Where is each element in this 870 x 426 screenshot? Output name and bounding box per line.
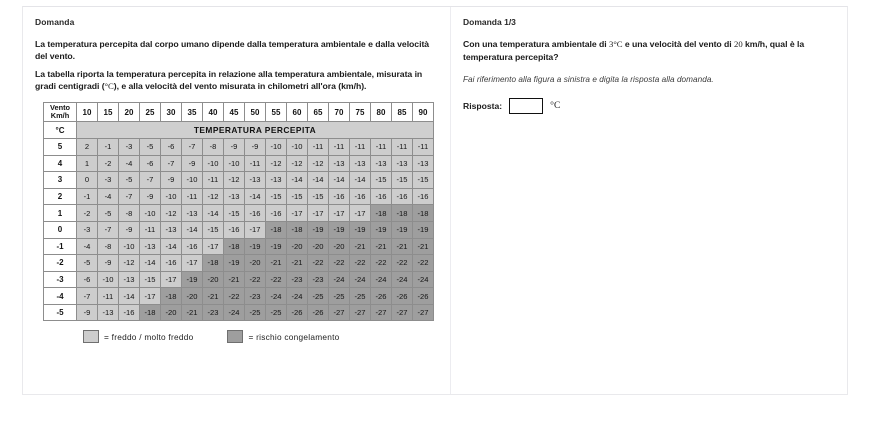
perceived-temperature-cell: -11: [182, 188, 203, 205]
perceived-temperature-cell: -11: [140, 221, 161, 238]
perceived-temperature-cell: -12: [119, 255, 140, 272]
ambient-temperature-label: -5: [44, 304, 77, 321]
wind-speed-header: 10: [77, 103, 98, 122]
ambient-temperature-label: 1: [44, 205, 77, 222]
perceived-temperature-cell: -17: [161, 271, 182, 288]
perceived-temperature-cell: -24: [371, 271, 392, 288]
question-hint: Fai riferimento alla figura a sinistra e digita la risposta alla domanda.: [463, 75, 714, 85]
perceived-temperature-cell: -18: [140, 304, 161, 321]
perceived-temperature-cell: -16: [413, 188, 434, 205]
banner-row: [44, 122, 434, 139]
perceived-temperature-cell: -27: [413, 304, 434, 321]
perceived-temperature-cell: -16: [371, 188, 392, 205]
ambient-temperature-label: -1: [44, 238, 77, 255]
perceived-temperature-cell: -19: [329, 221, 350, 238]
answer-unit-label: °C: [550, 101, 561, 112]
perceived-temperature-cell: -21: [266, 255, 287, 272]
perceived-temperature-cell: -23: [308, 271, 329, 288]
question-text-part-c: km/h, qual è la temperatura percepita?: [463, 39, 805, 62]
perceived-temperature-cell: -10: [140, 205, 161, 222]
stimulus-heading: Domanda: [35, 17, 75, 27]
perceived-temperature-cell: -13: [392, 155, 413, 172]
table-row: [44, 205, 434, 222]
question-column: [451, 7, 847, 394]
perceived-temperature-cell: -19: [350, 221, 371, 238]
perceived-temperature-cell: -11: [371, 138, 392, 155]
perceived-temperature-cell: -15: [371, 172, 392, 189]
perceived-temperature-cell: -18: [413, 205, 434, 222]
perceived-temperature-cell: -15: [203, 221, 224, 238]
perceived-temperature-cell: -26: [287, 304, 308, 321]
perceived-temperature-cell: -25: [350, 288, 371, 305]
perceived-temperature-cell: -15: [308, 188, 329, 205]
table-row: [44, 304, 434, 321]
perceived-temperature-cell: -21: [224, 271, 245, 288]
perceived-temperature-cell: -20: [182, 288, 203, 305]
perceived-temperature-cell: -10: [98, 271, 119, 288]
question-text: [463, 38, 833, 63]
perceived-temperature-cell: -17: [245, 221, 266, 238]
perceived-temperature-cell: -26: [371, 288, 392, 305]
legend-swatch-light-icon: [83, 330, 99, 343]
perceived-temperature-cell: -13: [182, 205, 203, 222]
perceived-temperature-cell: -26: [308, 304, 329, 321]
legend-label: = freddo / molto freddo: [104, 331, 194, 342]
perceived-temperature-cell: -25: [308, 288, 329, 305]
perceived-temperature-cell: -13: [245, 172, 266, 189]
perceived-temperature-cell: -16: [182, 238, 203, 255]
perceived-temperature-cell: -18: [371, 205, 392, 222]
legend-swatch-dark-icon: [227, 330, 243, 343]
perceived-temperature-cell: -17: [329, 205, 350, 222]
perceived-temperature-cell: -14: [245, 188, 266, 205]
perceived-temperature-cell: -16: [161, 255, 182, 272]
ambient-temperature-label: 0: [44, 221, 77, 238]
perceived-temperature-cell: -2: [77, 205, 98, 222]
perceived-temperature-cell: -9: [77, 304, 98, 321]
perceived-temperature-cell: -4: [119, 155, 140, 172]
perceived-temperature-cell: -23: [203, 304, 224, 321]
question-heading: Domanda 1/3: [463, 17, 516, 27]
perceived-temperature-cell: -8: [119, 205, 140, 222]
perceived-temperature-cell: -13: [266, 172, 287, 189]
perceived-temperature-cell: -14: [140, 255, 161, 272]
perceived-temperature-cell: -3: [98, 172, 119, 189]
perceived-temperature-cell: -24: [287, 288, 308, 305]
perceived-temperature-cell: -14: [308, 172, 329, 189]
wind-speed-header: 75: [350, 103, 371, 122]
perceived-temperature-cell: -22: [245, 271, 266, 288]
ambient-temperature-label: 3: [44, 172, 77, 189]
perceived-temperature-cell: -17: [287, 205, 308, 222]
stimulus-paragraph-2-part-b: ), e alla velocità del vento misurata in chilometri all'ora (km/h).: [113, 81, 367, 92]
perceived-temperature-cell: -18: [266, 221, 287, 238]
perceived-temperature-cell: -6: [77, 271, 98, 288]
perceived-temperature-cell: -13: [119, 271, 140, 288]
perceived-temperature-cell: -14: [350, 172, 371, 189]
perceived-temperature-cell: -10: [224, 155, 245, 172]
stimulus-paragraph-1: La temperatura percepita dal corpo umano dipende dalla temperatura ambientale e dalla velocità del vento.: [35, 39, 430, 62]
wind-speed-header: 85: [392, 103, 413, 122]
perceived-temperature-cell: -12: [266, 155, 287, 172]
wind-chill-table: [43, 102, 434, 321]
perceived-temperature-cell: -21: [350, 238, 371, 255]
perceived-temperature-cell: -13: [371, 155, 392, 172]
perceived-temperature-cell: -22: [266, 271, 287, 288]
perceived-temperature-cell: -26: [413, 288, 434, 305]
perceived-temperature-cell: -22: [350, 255, 371, 272]
perceived-temperature-cell: -12: [161, 205, 182, 222]
perceived-temperature-cell: -5: [119, 172, 140, 189]
perceived-temperature-cell: -15: [413, 172, 434, 189]
wind-speed-header: 55: [266, 103, 287, 122]
perceived-temperature-cell: -4: [77, 238, 98, 255]
perceived-temperature-cell: -12: [224, 172, 245, 189]
ambient-temperature-label: -2: [44, 255, 77, 272]
wind-speed-header: 35: [182, 103, 203, 122]
perceived-temperature-cell: 2: [77, 138, 98, 155]
table-row: [44, 288, 434, 305]
perceived-temperature-cell: -18: [161, 288, 182, 305]
perceived-temperature-cell: -10: [287, 138, 308, 155]
table-row: [44, 221, 434, 238]
perceived-temperature-cell: -13: [350, 155, 371, 172]
perceived-temperature-cell: -7: [182, 138, 203, 155]
wind-speed-header: 15: [98, 103, 119, 122]
table-row: [44, 271, 434, 288]
wind-chill-table-head: [44, 103, 434, 139]
degc-header: °C: [44, 122, 77, 139]
perceived-temperature-cell: 0: [77, 172, 98, 189]
question-temperature-unit: °C: [613, 39, 623, 49]
perceived-temperature-cell: -18: [392, 205, 413, 222]
question-text-part-a: Con una temperatura ambientale di: [463, 39, 610, 49]
perceived-temperature-cell: -7: [98, 221, 119, 238]
table-row: [44, 255, 434, 272]
stimulus-paragraph-2-part-a: La tabella riporta la temperatura percepita in relazione alla temperatura ambientale, misurata in gradi centigradi (: [35, 68, 423, 92]
perceived-temperature-cell: -18: [203, 255, 224, 272]
perceived-temperature-cell: -6: [161, 138, 182, 155]
perceived-temperature-cell: -13: [224, 188, 245, 205]
question-temperature-value: 3: [609, 39, 614, 49]
perceived-temperature-cell: -9: [182, 155, 203, 172]
perceived-temperature-cell: -19: [245, 238, 266, 255]
perceived-temperature-cell: -14: [203, 205, 224, 222]
perceived-temperature-cell: -3: [77, 221, 98, 238]
ambient-temperature-label: -3: [44, 271, 77, 288]
perceived-temperature-cell: -21: [392, 238, 413, 255]
perceived-temperature-cell: -22: [224, 288, 245, 305]
table-row: [44, 172, 434, 189]
perceived-temperature-cell: -11: [308, 138, 329, 155]
perceived-temperature-cell: -13: [413, 155, 434, 172]
perceived-temperature-cell: -11: [413, 138, 434, 155]
perceived-temperature-cell: -13: [98, 304, 119, 321]
perceived-temperature-cell: -25: [245, 304, 266, 321]
perceived-temperature-cell: -10: [266, 138, 287, 155]
table-row: [44, 138, 434, 155]
perceived-temperature-cell: -12: [287, 155, 308, 172]
perceived-temperature-cell: -5: [140, 138, 161, 155]
perceived-temperature-cell: -11: [98, 288, 119, 305]
perceived-temperature-cell: -11: [245, 155, 266, 172]
perceived-temperature-cell: -16: [266, 205, 287, 222]
perceived-temperature-cell: -9: [245, 138, 266, 155]
perceived-temperature-cell: -25: [329, 288, 350, 305]
perceived-temperature-cell: -14: [287, 172, 308, 189]
table-row: [44, 155, 434, 172]
perceived-temperature-cell: -16: [224, 221, 245, 238]
perceived-temperature-cell: -5: [98, 205, 119, 222]
perceived-temperature-cell: -20: [161, 304, 182, 321]
perceived-temperature-cell: -3: [119, 138, 140, 155]
legend-entry: [83, 330, 193, 343]
perceived-temperature-cell: -19: [392, 221, 413, 238]
perceived-temperature-cell: -26: [392, 288, 413, 305]
perceived-temperature-cell: -10: [161, 188, 182, 205]
perceived-temperature-cell: -7: [161, 155, 182, 172]
perceived-temperature-cell: -7: [119, 188, 140, 205]
table-row: [44, 188, 434, 205]
ambient-temperature-label: 5: [44, 138, 77, 155]
perceived-temperature-cell: -24: [350, 271, 371, 288]
perceived-temperature-cell: -17: [203, 238, 224, 255]
legend-label: = rischio congelamento: [248, 331, 340, 342]
perceived-temperature-cell: -6: [140, 155, 161, 172]
perceived-temperature-cell: -12: [203, 188, 224, 205]
perceived-temperature-cell: -11: [392, 138, 413, 155]
perceived-temperature-banner: TEMPERATURA PERCEPITA: [77, 122, 434, 139]
perceived-temperature-cell: -27: [371, 304, 392, 321]
perceived-temperature-cell: -15: [140, 271, 161, 288]
perceived-temperature-cell: -16: [119, 304, 140, 321]
perceived-temperature-cell: -27: [392, 304, 413, 321]
perceived-temperature-cell: -11: [203, 172, 224, 189]
legend-entry: [227, 330, 339, 343]
question-panel: [22, 6, 848, 395]
wind-speed-header: 65: [308, 103, 329, 122]
answer-label: Risposta:: [463, 101, 503, 112]
perceived-temperature-cell: -15: [266, 188, 287, 205]
perceived-temperature-cell: -22: [413, 255, 434, 272]
perceived-temperature-cell: -24: [266, 288, 287, 305]
perceived-temperature-cell: -27: [329, 304, 350, 321]
perceived-temperature-cell: -24: [392, 271, 413, 288]
perceived-temperature-cell: -19: [182, 271, 203, 288]
ambient-temperature-label: 2: [44, 188, 77, 205]
answer-row: [463, 98, 833, 114]
perceived-temperature-cell: -22: [371, 255, 392, 272]
perceived-temperature-cell: -4: [98, 188, 119, 205]
perceived-temperature-cell: -1: [98, 138, 119, 155]
perceived-temperature-cell: -18: [224, 238, 245, 255]
perceived-temperature-cell: -9: [98, 255, 119, 272]
corner-label-line2: Km/h: [50, 111, 70, 121]
perceived-temperature-cell: -7: [77, 288, 98, 305]
perceived-temperature-cell: -9: [119, 221, 140, 238]
perceived-temperature-cell: -5: [77, 255, 98, 272]
perceived-temperature-cell: -19: [224, 255, 245, 272]
answer-input[interactable]: [509, 98, 543, 114]
perceived-temperature-cell: -21: [371, 238, 392, 255]
perceived-temperature-cell: -20: [203, 271, 224, 288]
perceived-temperature-cell: -14: [161, 238, 182, 255]
wind-speed-header: 40: [203, 103, 224, 122]
perceived-temperature-cell: -11: [329, 138, 350, 155]
perceived-temperature-cell: -20: [287, 238, 308, 255]
perceived-temperature-cell: -15: [224, 205, 245, 222]
perceived-temperature-cell: -1: [77, 188, 98, 205]
perceived-temperature-cell: -20: [329, 238, 350, 255]
perceived-temperature-cell: -20: [245, 255, 266, 272]
perceived-temperature-cell: -21: [413, 238, 434, 255]
perceived-temperature-cell: -17: [308, 205, 329, 222]
stimulus-degc-symbol: °C: [104, 81, 114, 92]
question-text-part-b: e una velocità del vento di: [622, 39, 735, 49]
perceived-temperature-cell: -14: [182, 221, 203, 238]
perceived-temperature-cell: -11: [350, 138, 371, 155]
perceived-temperature-cell: -21: [287, 255, 308, 272]
perceived-temperature-cell: -17: [140, 288, 161, 305]
perceived-temperature-cell: -9: [140, 188, 161, 205]
perceived-temperature-cell: -15: [392, 172, 413, 189]
perceived-temperature-cell: -19: [266, 238, 287, 255]
perceived-temperature-cell: -21: [182, 304, 203, 321]
ambient-temperature-label: -4: [44, 288, 77, 305]
wind-speed-header: 80: [371, 103, 392, 122]
perceived-temperature-cell: -16: [350, 188, 371, 205]
wind-speed-header: 50: [245, 103, 266, 122]
perceived-temperature-cell: -9: [161, 172, 182, 189]
stimulus-column: [23, 7, 451, 394]
perceived-temperature-cell: -16: [329, 188, 350, 205]
perceived-temperature-cell: -10: [119, 238, 140, 255]
wind-speed-header: 30: [161, 103, 182, 122]
perceived-temperature-cell: -17: [350, 205, 371, 222]
ambient-temperature-label: 4: [44, 155, 77, 172]
perceived-temperature-cell: -22: [392, 255, 413, 272]
table-row: [44, 238, 434, 255]
perceived-temperature-cell: -7: [140, 172, 161, 189]
perceived-temperature-cell: -14: [119, 288, 140, 305]
perceived-temperature-cell: -19: [308, 221, 329, 238]
wind-speed-header: 70: [329, 103, 350, 122]
perceived-temperature-cell: -8: [98, 238, 119, 255]
perceived-temperature-cell: -10: [182, 172, 203, 189]
perceived-temperature-cell: -17: [182, 255, 203, 272]
wind-speed-header: 45: [224, 103, 245, 122]
wind-speed-header: 60: [287, 103, 308, 122]
question-wind-value: 20: [734, 39, 743, 49]
perceived-temperature-cell: -16: [392, 188, 413, 205]
perceived-temperature-cell: -12: [308, 155, 329, 172]
wind-speed-header: 90: [413, 103, 434, 122]
perceived-temperature-cell: -13: [140, 238, 161, 255]
perceived-temperature-cell: -22: [308, 255, 329, 272]
wind-speed-header-row: [44, 103, 434, 122]
stimulus-paragraph-2: [35, 68, 438, 93]
perceived-temperature-cell: -24: [224, 304, 245, 321]
perceived-temperature-cell: -24: [413, 271, 434, 288]
wind-chill-table-body: [44, 138, 434, 321]
perceived-temperature-cell: -18: [287, 221, 308, 238]
perceived-temperature-cell: -24: [329, 271, 350, 288]
perceived-temperature-cell: -10: [203, 155, 224, 172]
perceived-temperature-cell: -8: [203, 138, 224, 155]
wind-speed-header: 25: [140, 103, 161, 122]
wind-speed-header: 20: [119, 103, 140, 122]
perceived-temperature-cell: -20: [308, 238, 329, 255]
table-legend: [83, 330, 438, 343]
perceived-temperature-cell: -9: [224, 138, 245, 155]
perceived-temperature-cell: -22: [329, 255, 350, 272]
perceived-temperature-cell: -19: [413, 221, 434, 238]
perceived-temperature-cell: -2: [98, 155, 119, 172]
perceived-temperature-cell: -13: [161, 221, 182, 238]
perceived-temperature-cell: -23: [245, 288, 266, 305]
perceived-temperature-cell: -19: [371, 221, 392, 238]
perceived-temperature-cell: -13: [329, 155, 350, 172]
perceived-temperature-cell: -21: [203, 288, 224, 305]
perceived-temperature-cell: 1: [77, 155, 98, 172]
perceived-temperature-cell: -27: [350, 304, 371, 321]
corner-label-line1: Vento: [49, 103, 71, 113]
wind-chill-table-wrapper: [43, 102, 438, 321]
perceived-temperature-cell: -23: [287, 271, 308, 288]
perceived-temperature-cell: -16: [245, 205, 266, 222]
perceived-temperature-cell: -15: [287, 188, 308, 205]
table-corner-label: [44, 103, 77, 122]
perceived-temperature-cell: -25: [266, 304, 287, 321]
perceived-temperature-cell: -14: [329, 172, 350, 189]
